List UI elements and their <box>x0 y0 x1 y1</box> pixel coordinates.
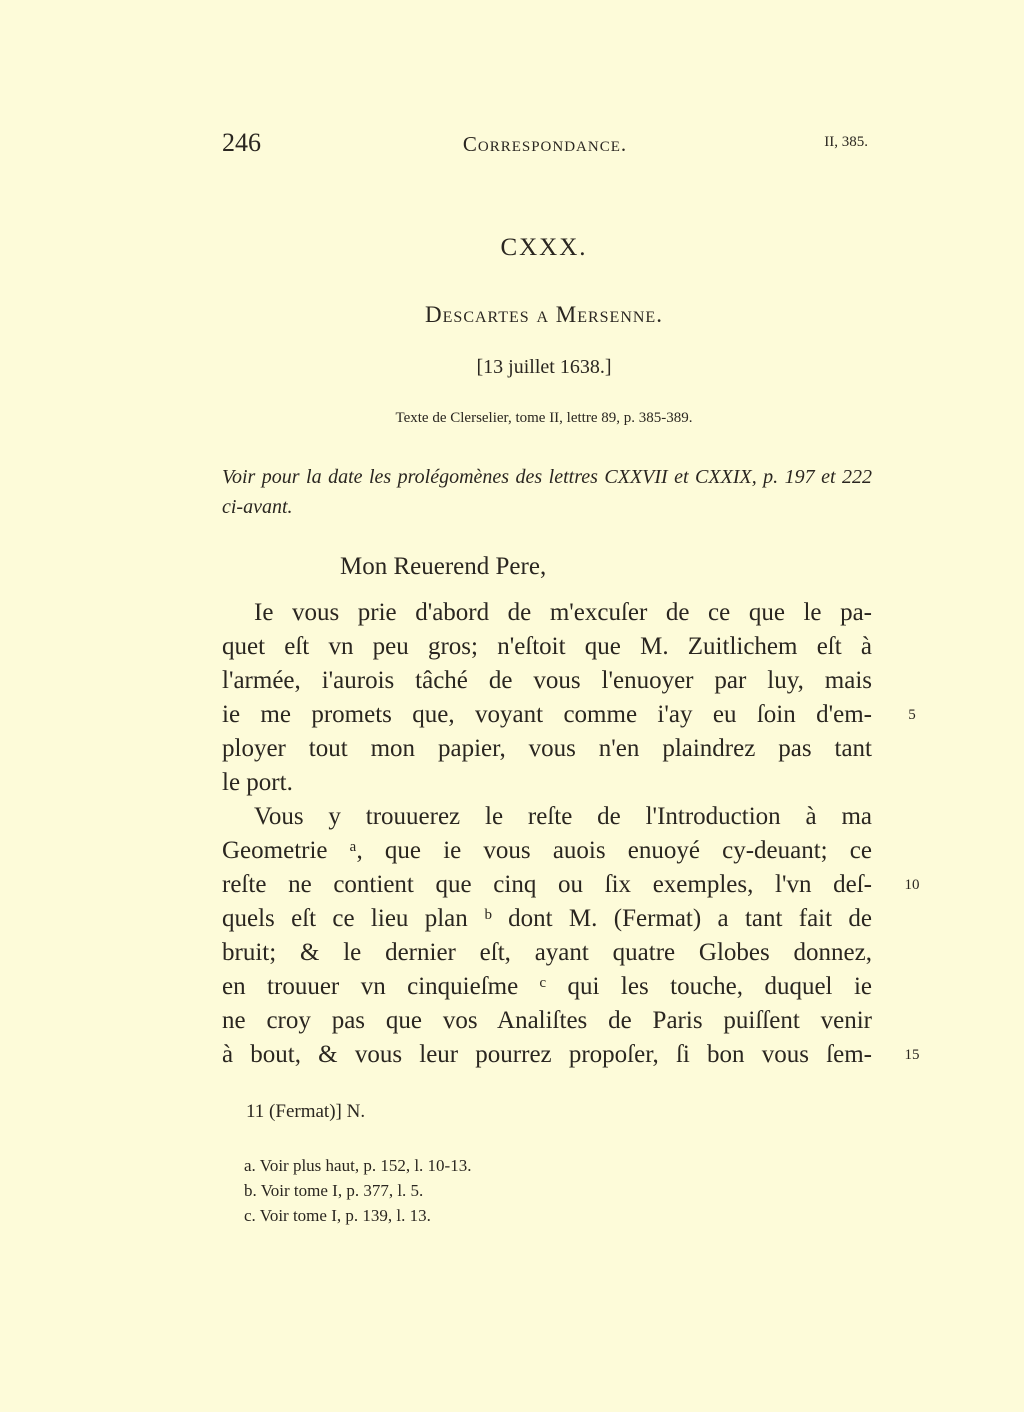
body-line: l'armée, i'aurois tâché de vous l'enuoyer par luy, mais <box>222 667 872 694</box>
letter-number: CXXX. <box>500 234 588 261</box>
body-line: à bout, & vous leur pourrez propoſer, ſi bon vous ſem- <box>222 1041 872 1068</box>
running-reference: II, 385. <box>824 134 868 150</box>
line-number: 15 <box>904 1047 920 1063</box>
line-number: 5 <box>908 707 916 723</box>
body-line: ne croy pas que vos Analiſtes de Paris puiſſent venir <box>222 1007 872 1034</box>
body-line: ie me promets que, voyant comme i'ay eu ſoin d'em- <box>222 701 872 728</box>
letter-title: Descartes a Mersenne. <box>425 302 663 327</box>
source-note: Texte de Clerselier, tome II, lettre 89, p. 385-389. <box>395 410 693 426</box>
footnote: a. Voir plus haut, p. 152, l. 10-13. <box>244 1156 472 1175</box>
body-line: quels eſt ce lieu plan ᵇ dont M. (Fermat) a tant fait de <box>222 905 872 932</box>
editor-note: Voir pour la date les prolégomènes des lettres CXXVII et CXXIX, p. 197 et 222 ci-avant. <box>222 466 872 518</box>
footnote: b. Voir tome I, p. 377, l. 5. <box>244 1181 424 1200</box>
running-head <box>222 128 868 162</box>
body-line: en trouuer vn cinquieſme ᶜ qui les touche, duquel ie <box>222 973 872 1000</box>
body-line: le port. <box>222 769 293 796</box>
body-line: ployer tout mon papier, vous n'en plaindrez pas tant <box>222 735 872 762</box>
running-title: Correspondance. <box>462 132 628 156</box>
body-line: reſte ne contient que cinq ou ſix exemples, l'vn deſ- <box>222 871 872 898</box>
page-number: 246 <box>222 128 261 157</box>
body-line: Vous y trouuerez le reſte de l'Introduction à ma <box>254 803 872 830</box>
body-line: quet eſt vn peu gros; n'eſtoit que M. Zuitlichem eſt à <box>222 633 872 660</box>
salutation: Mon Reuerend Pere, <box>340 553 547 580</box>
footnote: c. Voir tome I, p. 139, l. 13. <box>244 1206 431 1225</box>
body-line: Geometrie ᵃ, que ie vous auois enuoyé cy-deuant; ce <box>222 837 872 864</box>
line-number: 10 <box>904 877 920 893</box>
body-line: Ie vous prie d'abord de m'excuſer de ce que le pa- <box>254 599 872 626</box>
body-line: bruit; & le dernier eſt, ayant quatre Globes donnez, <box>222 939 872 966</box>
letter-date: [13 juillet 1638.] <box>476 356 612 378</box>
variant-note: 11 (Fermat)] N. <box>246 1101 366 1122</box>
